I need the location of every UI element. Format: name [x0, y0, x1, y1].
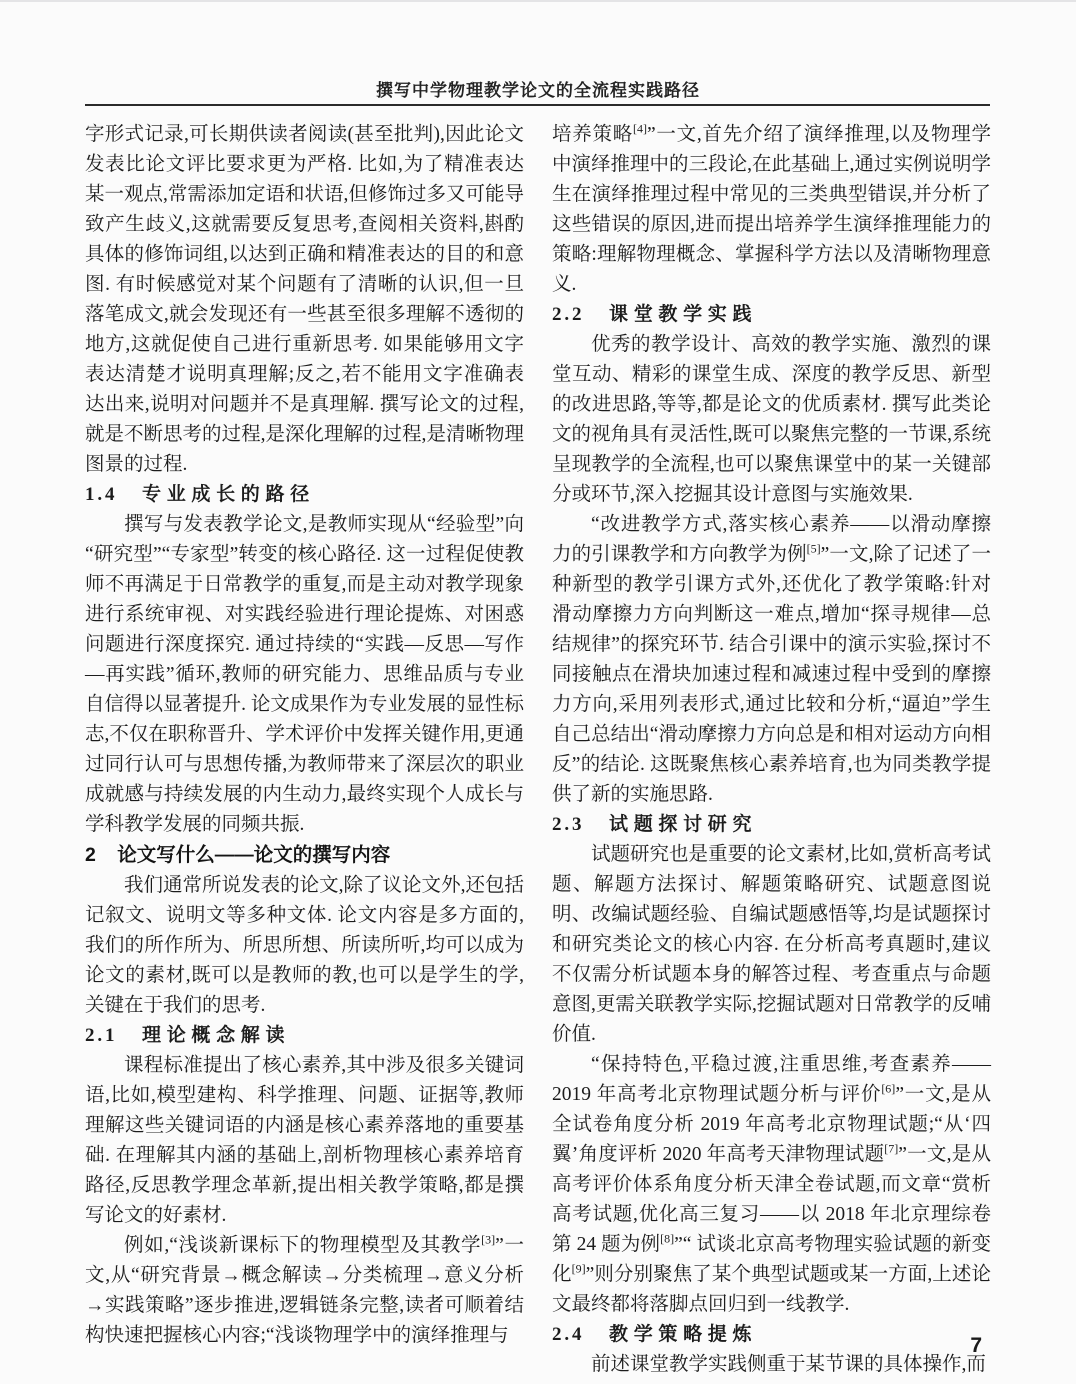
subsection-heading: [85, 480, 524, 510]
subsection-heading: [552, 810, 991, 840]
running-title: 撰写中学物理教学论文的全流程实践路径: [376, 81, 700, 100]
paragraph: 优秀的教学设计、高效的教学实施、激烈的课堂互动、精彩的课堂生成、深度的教学反思、新型的改进思路,等等,都是论文的优质素材. 撰写此类论文的视角具有灵活性,既可以聚焦完整的一节课,系统呈现教学的全流程,也可以聚焦课堂中的某一关键部分或环节,深入挖掘其设计意图与实施效果.: [552, 334, 991, 505]
subsection-number: 2.3: [552, 814, 585, 835]
header-rule: [85, 104, 990, 106]
paragraph: 前述课堂教学实践侧重于某节课的具体操作,而: [591, 1354, 986, 1375]
section-label: 论文写什么——论文的撰写内容: [117, 844, 391, 866]
paragraph: “保持特色,平稳过渡,注重思维,考查素养——2019 年高考北京物理试题分析与评价[6]”一文,是从全试卷角度分析 2019 年高考北京物理试题;“从‘四翼’角度评析 2020 年高考天津物理试题[7]”一文,是从高考评价体系角度分析天津全卷试题,而文章“赏析高考试题,优化高三复习——以 2018 年北京理综卷第 24 题为例[8]”“ 试谈北京高考物理实验试题的新变化[9]”则分别聚焦了某个典型试题或某一方面,上述论文最终都将落脚点回归到一线教学.: [552, 1054, 991, 1315]
paragraph: “改进教学方式,落实核心素养——以滑动摩擦力的引课教学和方向教学为例[5]”一文,除了记述了一种新型的教学引课方式外,还优化了教学策略:针对滑动摩擦力方向判断这一难点,增加“探寻规律—总结规律”的探究环节. 结合引课中的演示实验,探讨不同接触点在滑块加速过程和减速过程中受到的摩擦力方向,采用列表形式,通过比较和分析,“逼迫”学生自己总结出“滑动摩擦力方向总是和相对运动方向相反”的结论. 这既聚焦核心素养培育,也为同类教学提供了新的实施思路.: [552, 514, 991, 805]
subsection-label: 课堂教学实践: [609, 304, 758, 325]
paragraph: 课程标准提出了核心素养,其中涉及很多关键词语,比如,模型建构、科学推理、问题、证据等,教师理解这些关键词语的内涵是核心素养落地的重要基础. 在理解其内涵的基础上,剖析物理核心素养培育路径,反思教学理念革新,提出相关教学策略,都是撰写论文的好素材.: [85, 1055, 524, 1226]
continued-paragraph: 培养策略[4]”一文,首先介绍了演绎推理,以及物理学中演绎推理中的三段论,在此基础上,通过实例说明学生在演绎推理过程中常见的三类典型错误,并分析了这些错误的原因,进而提出培养学生演绎推理能力的策略:理解物理概念、掌握科学方法以及清晰物理意义.: [552, 121, 991, 295]
paragraph: 我们通常所说发表的论文,除了议论文外,还包括记叙文、说明文等多种文体. 论文内容是多方面的,我们的所作所为、所思所想、所读所听,均可以成为论文的素材,既可以是教师的教,也可以是学生的学,关键在于我们的思考.: [85, 875, 524, 1016]
subsection-number: 1.4: [85, 484, 118, 505]
subsection-number: 2.2: [552, 304, 585, 325]
subsection-number: 2.4: [552, 1324, 585, 1345]
right-column: [552, 120, 991, 1380]
left-column: [85, 120, 524, 1380]
section-heading: [85, 840, 524, 871]
continued-paragraph: 字形式记录,可长期供读者阅读(甚至批判),因此论文发表比论文评比要求更为严格. 比如,为了精准表达某一观点,常需添加定语和状语,但修饰过多又可能导致产生歧义,这就需要反复思考,查阅相关资料,斟酌具体的修饰词组,以达到正确和精准表达的目的和意图. 有时候感觉对某个问题有了清晰的认识,但一旦落笔成文,就会发现还有一些甚至很多理解不透彻的地方,这就促使自己进行重新思考. 如果能够用文字表达清楚才说明真理解;反之,若不能用文字准确表达出来,说明对问题并不是真理解. 撰写论文的过程,就是不断思考的过程,是深化理解的过程,是清晰物理图景的过程.: [85, 124, 524, 475]
paragraph: 例如,“浅谈新课标下的物理模型及其教学[3]”一文,从“研究背景→概念解读→分类梳理→意义分析→实践策略”逐步推进,逻辑链条完整,读者可顺着结构快速把握核心内容;“浅谈物理学中的演绎推理与: [85, 1232, 525, 1346]
subsection-number: 2.1: [85, 1025, 118, 1046]
subsection-label: 专业成长的路径: [142, 484, 315, 505]
subsection-label: 教学策略提炼: [609, 1324, 758, 1345]
text-columns: [85, 120, 992, 1380]
section-number: 2: [85, 844, 96, 866]
subsection-label: 理论概念解读: [142, 1025, 291, 1046]
subsection-label: 试题探讨研究: [609, 814, 758, 835]
paragraph: 试题研究也是重要的论文素材,比如,赏析高考试题、解题方法探讨、解题策略研究、试题意图说明、改编试题经验、自编试题感悟等,均是试题探讨和研究类论文的核心内容. 在分析高考真题时,建议不仅需分析试题本身的解答过程、考查重点与命题意图,更需关联教学实际,挖掘试题对日常教学的反哺价值.: [552, 844, 991, 1045]
paragraph: 撰写与发表教学论文,是教师实现从“经验型”向“研究型”“专家型”转变的核心路径. 这一过程促使教师不再满足于日常教学的重复,而是主动对教学现象进行系统审视、对实践经验进行理论提炼、对困惑问题进行深度探究. 通过持续的“实践—反思—写作—再实践”循环,教师的研究能力、思维品质与专业自信得以显著提升. 论文成果作为专业发展的显性标志,不仅在职称晋升、学术评价中发挥关键作用,更通过同行认可与思想传播,为教师带来了深层次的职业成就感与持续发展的内生动力,最终实现个人成长与学科教学发展的同频共振.: [85, 514, 524, 835]
subsection-heading: [85, 1021, 524, 1051]
subsection-heading: [552, 300, 991, 330]
page-number: 7: [970, 1334, 982, 1357]
subsection-heading: [552, 1320, 991, 1350]
